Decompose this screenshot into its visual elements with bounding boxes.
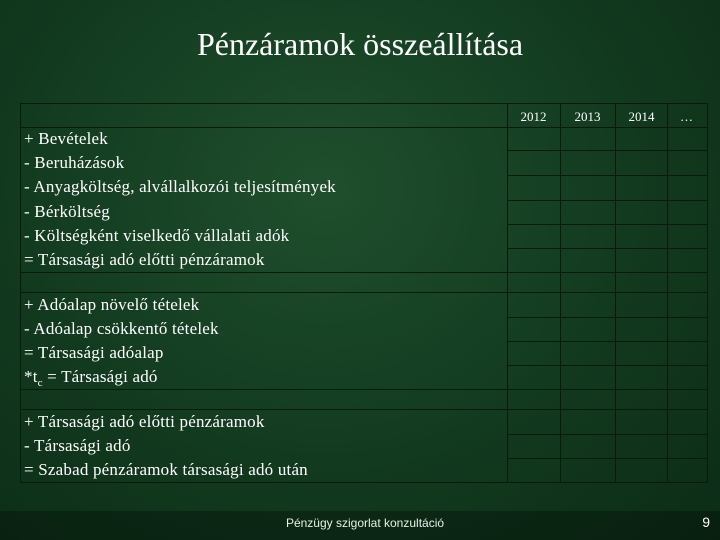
row-divider — [20, 127, 708, 128]
row-divider — [507, 341, 708, 342]
year-header-2014: 2014 — [628, 109, 655, 124]
row-label-tarsasagi-adoalap: = Társasági adóalap — [24, 343, 164, 362]
row-label-tarsasagi-ado-calc — [24, 365, 158, 391]
year-header-2012: 2012 — [520, 109, 547, 124]
row-divider — [507, 434, 708, 435]
footer-text: Pénzügy szigorlat konzultáció — [285, 516, 445, 530]
row-divider — [20, 272, 708, 273]
row-divider — [507, 365, 708, 366]
row-divider — [507, 150, 708, 151]
row-label-koltsegkent-adok: - Költségként viselkedő vállalati adók — [24, 226, 290, 245]
year-header-2013: 2013 — [574, 109, 601, 124]
row-label-adoelotti-penzaram-2: + Társasági adó előtti pénzáramok — [24, 412, 265, 431]
row-label-beruhazasok: - Beruházások — [24, 153, 125, 172]
slide-title: Pénzáramok összeállítása — [196, 26, 524, 62]
tax-row-text: = Társasági adó — [42, 367, 158, 386]
row-divider — [507, 317, 708, 318]
page-number: 9 — [702, 514, 710, 530]
column-divider — [615, 103, 616, 483]
column-divider — [667, 103, 668, 483]
column-divider — [560, 103, 561, 483]
row-label-szabad-penzaram: = Szabad pénzáramok társasági adó után — [24, 460, 308, 479]
row-label-bevetelek: + Bevételek — [24, 129, 109, 148]
tax-rate-symbol: *t — [24, 367, 38, 386]
row-divider — [507, 248, 708, 249]
tax-rate-subscript: c — [37, 377, 43, 389]
row-label-adoalap-csokkento: - Adóalap csökkentő tételek — [24, 319, 219, 338]
row-label-adoalap-novelo: + Adóalap növelő tételek — [24, 295, 200, 314]
row-divider — [507, 224, 708, 225]
row-divider — [507, 458, 708, 459]
row-label-anyagkoltseg: - Anyagköltség, alvállalkozói teljesítmények — [24, 177, 336, 196]
row-divider — [507, 200, 708, 201]
column-divider — [507, 103, 508, 483]
row-divider — [507, 175, 708, 176]
year-header-more: … — [680, 109, 693, 124]
row-label-tarsasagi-ado: - Társasági adó — [24, 436, 131, 455]
row-label-berkoltseg: - Bérköltség — [24, 202, 110, 221]
row-label-adoelotti-penzaram: = Társasági adó előtti pénzáramok — [24, 250, 265, 269]
